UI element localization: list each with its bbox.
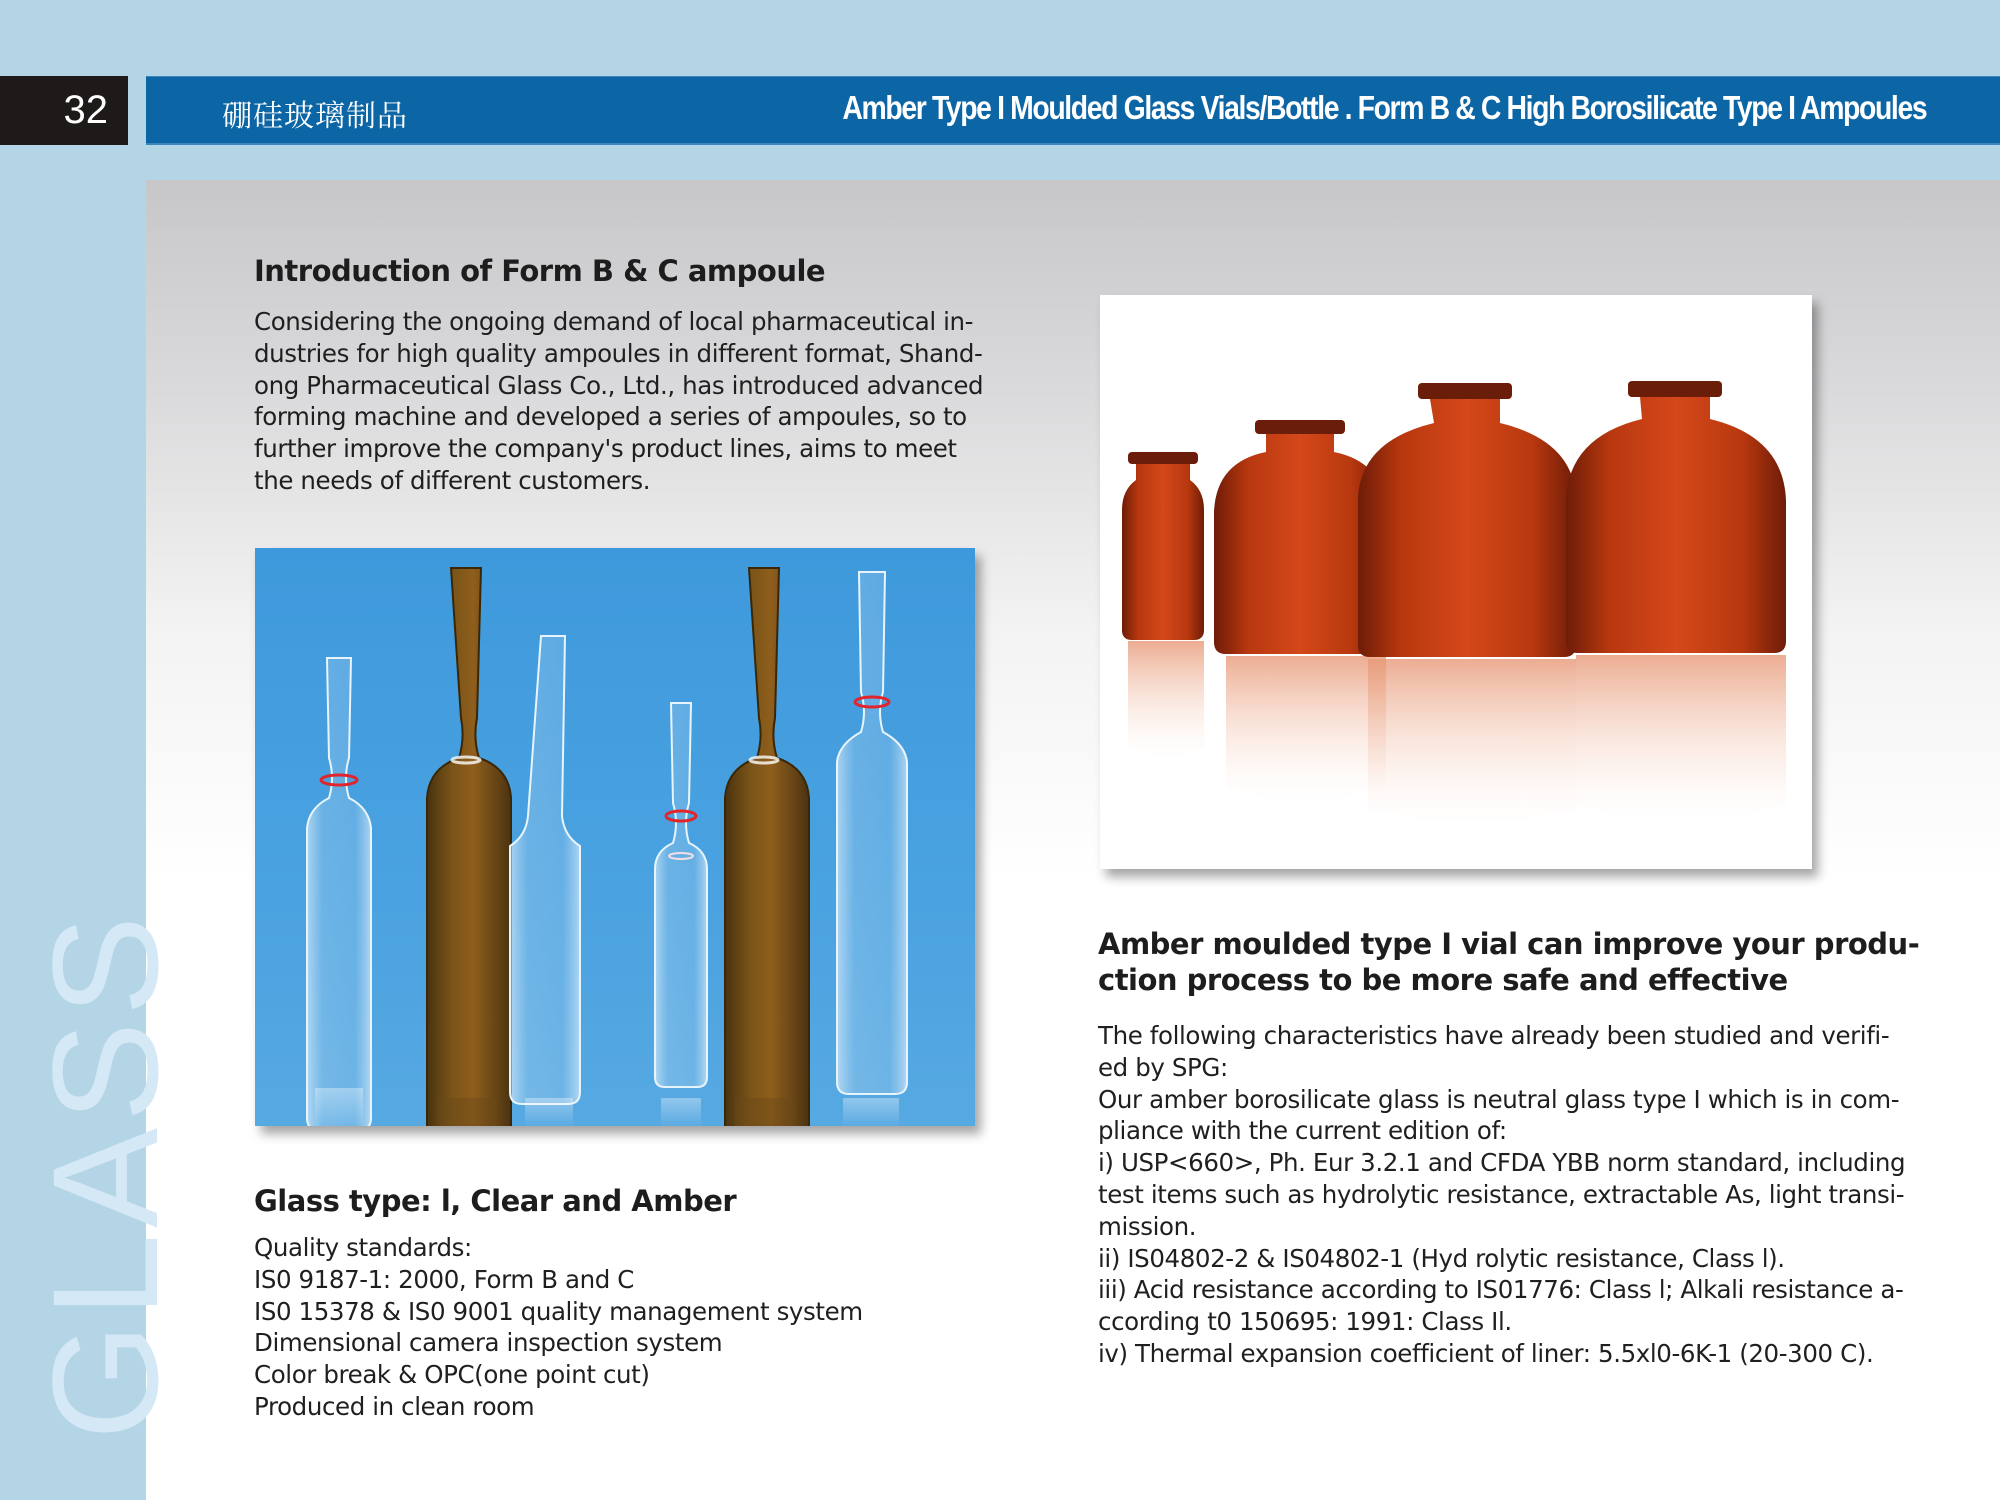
clear-ampoule-2 — [510, 636, 580, 1126]
amber-vial-line: Our amber borosilicate glass is neutral glass type I which is in com- — [1098, 1084, 1900, 1114]
intro-line: further improve the company's product lines, aims to meet — [254, 434, 957, 464]
amber-vial-3 — [1358, 383, 1576, 824]
amber-vial-line: iv) Thermal expansion coefficient of liner: 5.5xl0-6K-1 (20-300 C). — [1098, 1338, 1874, 1368]
amber-vial-line: ccording t0 150695: 1991: Class Il. — [1098, 1307, 1512, 1337]
intro-heading: Introduction of Form B & C ampoule — [254, 254, 826, 288]
clear-ampoule-3 — [655, 703, 707, 1126]
amber-vial-line: pliance with the current edition of: — [1098, 1116, 1507, 1146]
side-vertical-word: GLASS — [21, 909, 189, 1440]
amber-vial-paragraph — [1098, 1020, 1905, 1370]
glass-type-line: Color break & OPC(one point cut) — [254, 1360, 650, 1390]
amber-vial-4 — [1566, 381, 1786, 820]
ampoules-photo — [255, 548, 975, 1126]
amber-vial-line: ii) IS04802-2 & IS04802-1 (Hyd rolytic resistance, Class l). — [1098, 1243, 1785, 1273]
amber-vial-1 — [1122, 452, 1204, 759]
clear-ampoule-1 — [307, 658, 371, 1126]
glass-type-line: Dimensional camera inspection system — [254, 1328, 723, 1358]
amber-vial-line: mission. — [1098, 1211, 1197, 1241]
intro-line: dustries for high quality ampoules in different format, Shand- — [254, 338, 983, 368]
page-number — [0, 76, 128, 145]
ampoules-illustration — [255, 548, 975, 1126]
intro-line: forming machine and developed a series of ampoules, so to — [254, 402, 967, 432]
amber-vial-line: ed by SPG: — [1098, 1052, 1228, 1082]
amber-vial-line: test items such as hydrolytic resistance, extractable As, light transi- — [1098, 1179, 1905, 1209]
amber-vial-line: i) USP<660>, Ph. Eur 3.2.1 and CFDA YBB norm standard, including — [1098, 1148, 1906, 1178]
intro-paragraph — [254, 306, 983, 497]
amber-vial-line: iii) Acid resistance according to IS01776: Class l; Alkali resistance a- — [1098, 1275, 1904, 1305]
amber-vial-heading-line: Amber moulded type I vial can improve your produ- — [1098, 927, 1920, 961]
amber-vial-heading-line: ction process to be more safe and effective — [1098, 963, 1788, 997]
amber-vial-line: The following characteristics have already been studied and verifi- — [1098, 1021, 1890, 1050]
header-band — [146, 76, 2000, 145]
glass-type-heading: Glass type: l, Clear and Amber — [254, 1184, 737, 1218]
clear-ampoule-4 — [837, 572, 907, 1126]
amber-vial-heading — [1098, 926, 1919, 998]
intro-line: the needs of different customers. — [254, 465, 651, 495]
amber-ampoule-1 — [427, 568, 511, 1126]
glass-type-line: IS0 15378 & IS0 9001 quality management system — [254, 1296, 863, 1326]
glass-type-line: Quality standards: — [254, 1233, 472, 1262]
glass-type-line: IS0 9187-1: 2000, Form B and C — [254, 1264, 634, 1294]
glass-type-line: Produced in clean room — [254, 1391, 535, 1421]
header-title-cn: 硼硅玻璃制品 — [222, 99, 408, 134]
vials-illustration — [1100, 295, 1812, 869]
amber-vials-photo — [1100, 295, 1812, 869]
intro-line: ong Pharmaceutical Glass Co., Ltd., has introduced advanced — [254, 370, 984, 400]
glass-type-list — [254, 1232, 863, 1423]
amber-ampoule-2 — [725, 568, 809, 1126]
page-number-text: 32 — [63, 88, 108, 132]
intro-line: Considering the ongoing demand of local pharmaceutical in- — [254, 307, 974, 336]
header-title-en: Amber Type I Moulded Glass Vials/Bottle . Form B & C High Borosilicate Type I Ampoules — [842, 89, 1926, 126]
